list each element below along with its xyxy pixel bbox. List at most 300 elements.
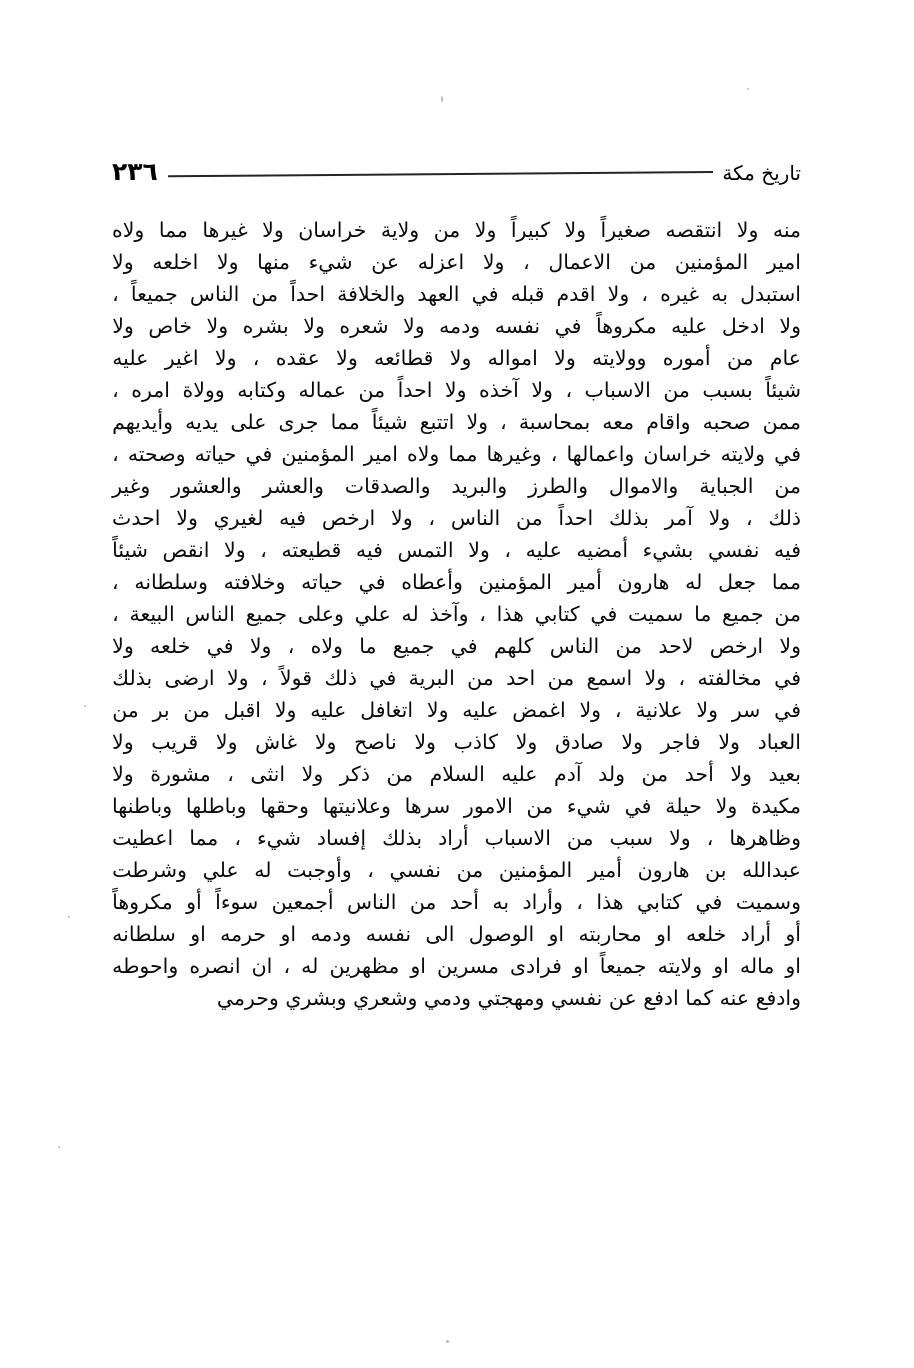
word: ، [523,250,530,274]
word: ، [287,634,295,658]
word: وعلى [297,602,344,626]
word: كتابي [534,602,580,626]
text-line [112,534,801,566]
word: ، [112,442,119,466]
word: ارخص [709,634,764,658]
word: وسلطانه [134,570,208,594]
word: من [774,602,801,626]
word: من [526,794,554,818]
word: ولا [214,346,237,370]
word: خلعه [685,922,727,946]
text-line [112,726,801,758]
word: غاش [255,730,298,754]
word: ولا [262,218,284,242]
word: المؤمنين [674,250,749,274]
word: ولاه [112,218,145,242]
word: عليه [462,698,499,722]
word: اعزله [417,250,465,274]
word: في [695,890,723,914]
word: بشيء [642,538,694,562]
word: ولا [215,730,238,754]
word: ولا [564,218,587,242]
word: ولا [274,698,297,722]
word: اتتبع [419,410,455,434]
word: أراد [438,826,469,850]
word: ولا [474,218,497,242]
word: فيه [355,538,383,562]
word: واعمالها [566,442,635,466]
word: ولا [696,698,719,722]
word: ، [500,410,507,434]
word: انصره [189,954,241,978]
word: هذا [596,890,624,914]
word: الامور [463,794,513,818]
word: ممن [762,410,801,434]
word: ولا [414,730,436,754]
word: مكيدة [751,794,801,818]
word: والبريد [451,474,508,498]
word: حرمه [220,922,267,946]
text-line [112,790,801,822]
word: او [785,954,801,978]
word: انتقصه [665,218,723,242]
word: له [685,570,703,594]
word: ولا [206,314,229,338]
word: مما [330,410,360,434]
word: شيء [256,826,301,850]
word: عبدالله [742,858,801,882]
word: وولاة [182,378,225,402]
word: احداً [397,378,433,402]
word: وآخذ [429,602,469,626]
word: نفسه [365,922,412,946]
word: ، [252,346,260,370]
word: ولا [554,346,576,370]
text-line [112,758,801,790]
word: في [358,570,386,594]
word: والعشر [262,474,324,498]
word: مما [189,826,219,850]
word: وحقها [260,794,309,818]
word: والاموال [608,474,679,498]
word: المؤمنين [498,858,573,882]
text-line [112,438,801,470]
word: انثى [250,762,286,786]
text-line [112,662,801,694]
word: ولا [708,506,731,530]
word: انقص [162,538,210,562]
word: من [456,858,484,882]
word: اقدم [556,282,596,306]
word: قريب [151,730,199,754]
word: ، [745,506,753,530]
word: وغير [112,474,151,498]
word: والخلافة [337,282,406,306]
word: بعيد [768,762,801,786]
word: مشورة [150,762,211,786]
word: ان [251,954,273,978]
word: في [471,282,499,306]
text-line [112,950,801,982]
word: ولا [644,666,667,690]
word: وصحته [127,442,186,466]
word: اتغافل [360,698,414,722]
word: الاعمال [548,250,611,274]
word: من [774,474,801,498]
word: بر [152,698,170,722]
text-line [112,502,801,534]
word: نفسه [494,314,541,338]
word: أحد [449,890,479,914]
text-line [112,694,801,726]
word: من [467,666,494,690]
word: من [183,698,210,722]
word: ، [678,666,686,690]
word: او [713,954,729,978]
word: ولاه [310,634,343,658]
word: ارضى [164,666,215,690]
text-line [112,342,801,374]
word: الناس [185,602,235,626]
text-line [112,310,801,342]
word: بن [705,858,727,882]
word: ولا [779,314,801,338]
word: ولا [336,346,358,370]
word: في [774,442,801,466]
word: من [386,762,414,786]
word: من [566,826,594,850]
word: حياته [194,442,237,466]
word: ولا [607,282,630,306]
body-text [112,214,801,1014]
word: جميع [245,602,288,626]
word: على [230,410,267,434]
word: عليه [525,538,562,562]
word: جعل [718,570,757,594]
word: وأعطاه [401,570,463,594]
word: خاص [148,314,193,338]
text-line [112,886,801,918]
word: سوءاً [215,890,259,914]
word: صادق [555,730,604,754]
word: ، [565,378,573,402]
word: ، [227,762,234,786]
word: البرية [408,666,455,690]
word: ذلك [324,666,358,690]
word: ولا [303,314,325,338]
word: من [641,762,669,786]
word: ناصح [354,730,397,754]
word: مكروهاً [112,890,173,914]
word: في [206,634,234,658]
text-line [112,406,801,438]
word: علي [354,602,391,626]
word: أو [785,922,801,946]
word: نفسي [707,538,760,562]
word: الناس [347,890,397,914]
word: في [245,442,273,466]
word: خلعه [150,634,191,658]
word: عن [371,250,400,274]
word: واقام [646,410,691,434]
word: أراد [740,922,772,946]
word: ولا [466,410,489,434]
word: هارون [637,858,690,882]
word: وأوجبت [287,858,352,882]
word: كتابي [637,890,683,914]
word: ولا [301,762,324,786]
word: وعلانيتها [322,794,391,818]
word: فيه [279,506,307,530]
word: الاسباب [484,826,551,850]
word: لاحد [658,634,694,658]
word: المؤمنين [478,570,552,594]
word: ولد [598,762,625,786]
header-rule [168,171,713,177]
word: عليه [501,762,538,786]
word: ولاية [380,218,420,242]
word: والعشور [171,474,242,498]
word: عقده [275,346,320,370]
word: واحوطه [112,954,179,978]
word: والصدقات [344,474,431,498]
word: العباد [757,730,801,754]
word: صغيراً [600,218,652,242]
word: بذلك [382,826,423,850]
word: ولا [224,538,246,562]
word: او [656,922,672,946]
word: به [711,282,728,306]
word: وظاهرها [729,826,801,850]
word: وولايته [592,346,647,370]
word: سلطانه [112,922,176,946]
word: ولا [176,506,198,530]
word: وباطلها [185,794,247,818]
word: السلام [429,762,485,786]
text-line [112,854,801,886]
word: ولا [449,346,472,370]
word: الاسباب [584,378,651,402]
word: وسميت [735,890,801,914]
word: قطائعه [374,346,434,370]
word: مسرين [437,954,499,978]
word: من [726,346,754,370]
word: امير [766,250,801,274]
word: آدم [554,762,582,786]
word: احداً [558,506,594,530]
word: امواله [487,346,538,370]
word: بشره [242,314,289,338]
word: من [358,378,386,402]
word: جميع [392,634,435,658]
word: أو [186,890,202,914]
word: ذلك [768,506,801,530]
word: قبله [510,282,545,306]
word: اقبل [223,698,262,722]
word: ولا [391,506,413,530]
word: ولا [730,762,752,786]
word: من [433,218,461,242]
word: اغير [164,346,199,370]
text-line: وادفع عنه كما ادفع عن نفسي ومهجتي ودمي وشعري وبشري وحرمي [216,986,801,1010]
word: شيئاً [112,538,148,562]
word: احد [506,666,536,690]
word: صحبه [702,410,751,434]
word: شيء [308,250,353,274]
word: معه [602,410,635,434]
word: آمر [664,506,693,530]
word: عليه [671,314,708,338]
word: في [450,634,478,658]
word: ودمه [310,922,352,946]
word: هذا [496,602,524,626]
word: في [590,602,618,626]
text-line [112,246,801,278]
word: ولا [669,826,691,850]
text-line [112,470,801,502]
word: من [112,698,139,722]
word: ارخص [321,506,376,530]
word: وغيرها [486,442,542,466]
word: سرها [404,794,451,818]
word: منها [257,250,291,274]
word: الوصول [468,922,535,946]
text-line [112,566,801,598]
word: له [301,954,319,978]
word: حياته [301,570,343,594]
word: ، [428,506,436,530]
word: ، [641,282,648,306]
scan-speck [446,1340,449,1343]
word: علي [202,858,239,882]
word: ، [112,378,119,402]
word: ولا [249,634,272,658]
word: الناس [549,634,600,658]
word: احدث [112,506,161,530]
word: او [410,954,426,978]
word: أحد [684,762,714,786]
word: او [280,922,297,946]
word: ولا [226,666,249,690]
word: وأيديهم [112,410,173,434]
word: غيرها [202,218,248,242]
word: أمضيه [576,538,629,562]
word: جميعاً [599,954,647,978]
scan-speck [747,88,749,90]
book-title: تاريخ مكة [722,161,801,185]
word: أجمعين [271,890,334,914]
word: ، [479,602,486,626]
word: الناس [450,506,501,530]
page-number: ٢٣٦ [112,156,158,186]
word: الجباية [699,474,754,498]
word: له [254,858,272,882]
text-line [112,278,801,310]
word: جرى [278,410,319,434]
word: ادخل [721,314,765,338]
word: بسبب [702,378,753,402]
word: بذلك [112,666,153,690]
word: لغيري [213,506,264,530]
word: ولا [531,378,553,402]
word: أمير [587,858,622,882]
word: المؤمنين [281,442,355,466]
text-line [112,598,801,630]
word: خراسان [298,218,367,242]
word: عام [769,346,801,370]
word: استبدل [740,282,801,306]
word: بذلك [609,506,649,530]
text-line [112,214,801,246]
word: او [190,922,206,946]
word: هارون [617,570,670,594]
word: قطيعته [281,538,342,562]
word: ، [112,602,119,626]
word: العهد [417,282,460,306]
word: ولا [621,730,643,754]
word: به [492,890,510,914]
word: سر [731,698,761,722]
word: ولا [482,250,505,274]
word: ما [694,602,712,626]
word: عليه [310,698,347,722]
word: نفسي [389,858,441,882]
word: أمير [567,570,602,594]
word: اغمض [512,698,566,722]
word: ولا [112,314,134,338]
text-line [112,630,801,662]
word: ولا [579,698,602,722]
word: شيء [566,794,611,818]
word: ولايته [720,442,766,466]
word: والطرز [528,474,588,498]
word: يديه [185,410,219,434]
word: وشرطت [112,858,187,882]
text-line [112,822,801,854]
word: ولا [314,730,337,754]
word: اعطيت [112,826,174,850]
word: ، [260,666,268,690]
word: وباطنها [112,794,173,818]
word: ، [504,538,512,562]
word: ولا [715,794,738,818]
word: حيلة [665,794,702,818]
scan-speck [68,916,70,918]
text-line [112,918,801,950]
word: ولا [112,730,134,754]
word: ما [359,634,377,658]
word: ذكر [339,762,370,786]
scan-speck [441,96,443,102]
word: من [251,282,279,306]
word: وكتابه [237,378,286,402]
word: غيره [660,282,700,306]
word: ، [367,858,374,882]
scan-speck [84,705,86,707]
word: ولا [444,378,467,402]
word: مما [158,218,188,242]
word: آخذه [479,378,519,402]
word: ، [234,826,241,850]
word: مما [771,570,801,594]
word: من [516,506,543,530]
word: قولاً [279,666,313,690]
word: ولا [426,698,449,722]
word: علانية [635,698,683,722]
word: ولا [403,314,425,338]
word: ولا [736,218,759,242]
word: في [554,314,582,338]
